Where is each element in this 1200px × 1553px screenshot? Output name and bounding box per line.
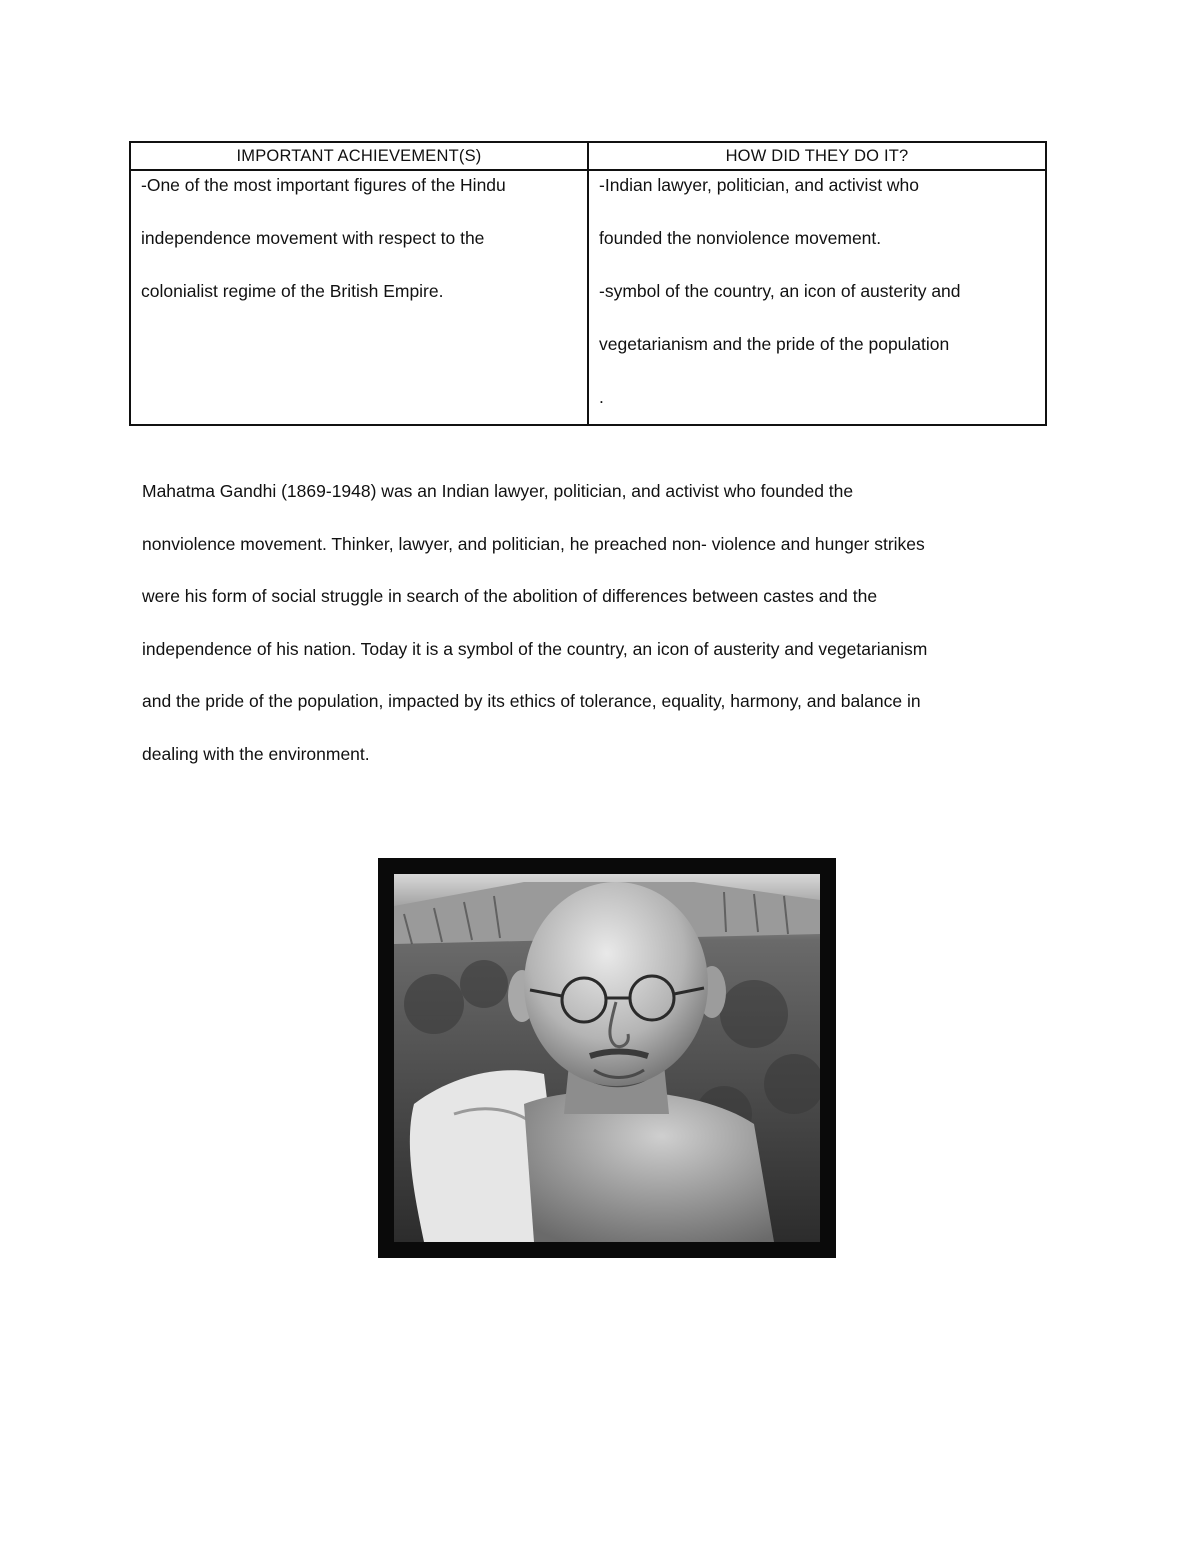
paragraph-line: dealing with the environment. <box>142 743 370 764</box>
header-how-did-they-do-it: HOW DID THEY DO IT? <box>588 142 1046 170</box>
cell-text-line: -Indian lawyer, politician, and activist who <box>599 175 920 195</box>
cell-text-line: founded the nonviolence movement. <box>599 228 882 248</box>
paragraph-line: nonviolence movement. Thinker, lawyer, and politician, he preached non- violence and hunger strikes <box>142 533 925 554</box>
portrait-photo <box>394 874 820 1242</box>
table-row <box>130 170 1046 425</box>
cell-text-line: colonialist regime of the British Empire. <box>141 281 444 301</box>
cell-text-line: -symbol of the country, an icon of austerity and <box>599 281 961 301</box>
paragraph-line: independence of his nation. Today it is a symbol of the country, an icon of austerity and vegetarianism <box>142 638 928 659</box>
cell-text-line: vegetarianism and the pride of the population <box>599 334 950 354</box>
methods-cell <box>588 170 1046 425</box>
paragraph-line: Mahatma Gandhi (1869-1948) was an Indian lawyer, politician, and activist who founded the <box>142 481 854 501</box>
cell-text-line: . <box>599 387 604 407</box>
paragraph-line: and the pride of the population, impacted by its ethics of tolerance, equality, harmony, and balance in <box>142 691 921 712</box>
achievements-cell <box>130 170 588 425</box>
cell-text-line: -One of the most important figures of the Hindu <box>141 175 506 195</box>
portrait-photo-frame <box>378 858 836 1258</box>
biography-paragraph <box>142 465 1042 781</box>
cell-text-line: independence movement with respect to the <box>141 228 485 248</box>
paragraph-line: were his form of social struggle in search of the abolition of differences between castes and the <box>142 586 878 607</box>
header-important-achievements: IMPORTANT ACHIEVEMENT(S) <box>130 142 588 170</box>
achievements-table <box>129 141 1047 426</box>
